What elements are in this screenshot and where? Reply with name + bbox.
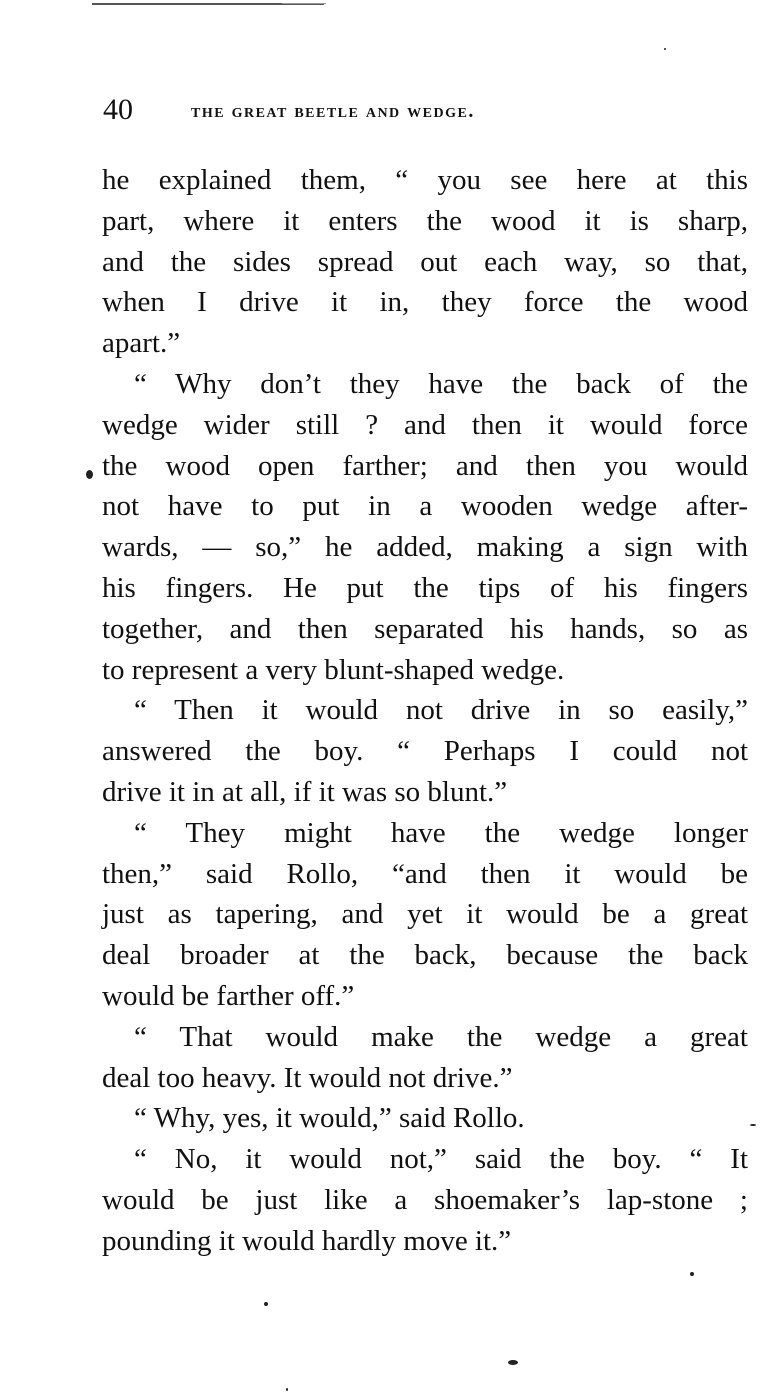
text-line: “ No, it would not,” said the boy. “ It [134,1143,748,1176]
text-line: to represent a very blunt-shaped wedge. [102,653,565,686]
ink-speck [86,470,93,479]
text-line: part, where it enters the wood it is sharp, [102,204,748,237]
text-line: then,” said Rollo, “and then it would be [102,857,748,890]
text-line: wedge wider still ? and then it would force [102,408,748,441]
text-line: “ Why don’t they have the back of the [134,367,748,400]
top-rule-tail [282,3,326,4]
ink-speck [264,1302,268,1306]
text-line: his fingers. He put the tips of his fingers [102,571,748,604]
ink-speck [286,1388,288,1391]
text-line: not have to put in a wooden wedge after- [102,490,748,523]
text-line: when I drive it in, they force the wood [102,286,748,319]
text-line: deal too heavy. It would not drive.” [102,1061,513,1094]
text-line: just as tapering, and yet it would be a great [102,898,748,931]
text-line: he explained them, “ you see here at this [102,164,748,196]
text-line: and the sides spread out each way, so that, [102,245,748,278]
text-line: together, and then separated his hands, so as [102,612,748,645]
text-line: “ They might have the wedge longer [134,816,748,849]
text-line: apart.” [102,327,181,360]
text-line: “ Why, yes, it would,” said Rollo. [134,1102,525,1135]
text-line: “ Then it would not drive in so easily,” [134,694,748,727]
text-line: pounding it would hardly move it.” [102,1224,512,1257]
body-text [102,160,748,1262]
text-line: wards, — so,” he added, making a sign with [102,531,748,564]
text-line: “ That would make the wedge a great [134,1020,748,1053]
text-line: drive it in at all, if it was so blunt.” [102,775,508,808]
text-line: deal broader at the back, because the back [102,939,748,972]
ink-speck [508,1360,518,1365]
text-line: would be farther off.” [102,979,355,1012]
text-line: would be just like a shoemaker’s lap-stone ; [102,1183,748,1216]
ink-speck [750,1124,756,1126]
running-title: the great beetle and wedge. [191,100,475,122]
text-line: answered the boy. “ Perhaps I could not [102,735,748,768]
ink-speck [690,1272,694,1276]
ink-speck [664,48,666,50]
running-head [103,92,663,132]
text-line: the wood open farther; and then you would [102,449,748,482]
page-number: 40 [103,93,133,126]
